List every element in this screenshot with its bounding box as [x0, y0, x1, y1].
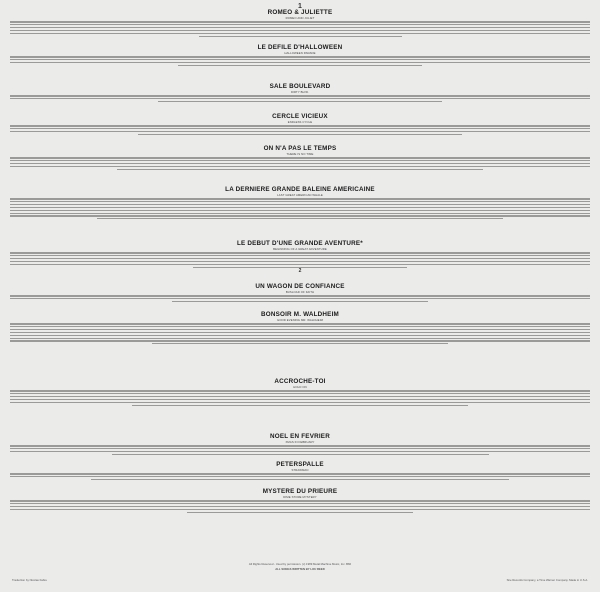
lyric-section: [10, 378, 590, 407]
lyrics-line: [10, 340, 590, 341]
song-title: NOEL EN FEVRIER: [270, 433, 330, 440]
lyrics-text-block: [10, 21, 590, 36]
song-title: LE DEFILE D'HALLOWEEN: [257, 44, 343, 51]
translation-credit: Traduction by Nicolas Fabre: [12, 578, 47, 582]
lyrics-line: [10, 131, 590, 132]
lyrics-line: [10, 402, 590, 403]
lyrics-line: [10, 323, 590, 324]
mid-page-marker: 2: [298, 268, 302, 274]
lyrics-line: [138, 134, 463, 135]
lyrics-line: [10, 503, 590, 504]
lyrics-line: [10, 33, 590, 34]
lyrics-line: [199, 36, 402, 37]
song-original-title: BEGINNING OF A GREAT ADVENTURE: [273, 246, 327, 251]
lyrics-line: [10, 24, 590, 25]
song-original-title: THERE IS NO TIME: [286, 151, 314, 156]
lyrics-line: [91, 479, 509, 480]
song-title: UN WAGON DE CONFIANCE: [255, 283, 345, 290]
song-original-title: LAST GREAT AMERICAN WHALE: [277, 192, 323, 197]
song-original-title: DIME STORE MYSTERY: [283, 494, 317, 499]
lyrics-line: [10, 166, 590, 167]
lyrics-line: [10, 258, 590, 259]
lyrics-line: [112, 454, 489, 455]
lyrics-line: [10, 390, 590, 391]
lyrics-text-block: [10, 125, 590, 135]
lyrics-line: [10, 204, 590, 205]
lyrics-line: [10, 21, 590, 22]
lyrics-text-block: [10, 445, 590, 455]
lyrics-line: [10, 30, 590, 31]
lyric-section: [10, 186, 590, 221]
lyrics-line: [10, 445, 590, 446]
lyrics-line: [10, 252, 590, 253]
lyrics-line: [10, 27, 590, 28]
lyrics-line: [10, 198, 590, 199]
lyrics-line: [10, 399, 590, 400]
page-number: 1: [298, 3, 302, 10]
lyrics-text-block: [10, 95, 590, 102]
lyrics-line: [10, 335, 590, 336]
song-title: ROMEO & JULIETTE: [267, 9, 333, 16]
song-original-title: GOOD EVENING MR. WALDHEIM: [276, 317, 324, 322]
lyric-section: [10, 240, 590, 269]
lyrics-line: [10, 396, 590, 397]
lyrics-line: [10, 261, 590, 262]
song-title: ON N'A PAS LE TEMPS: [263, 145, 337, 152]
song-original-title: ENDLESS CYCLE: [287, 119, 313, 124]
song-title: PETERSPALLE: [276, 461, 324, 468]
lyrics-line: [10, 163, 590, 164]
song-title: LA DERNIERE GRANDE BALEINE AMERICAINE: [225, 186, 375, 193]
lyrics-line: [10, 393, 590, 394]
lyrics-line: [10, 95, 590, 96]
lyric-section: [10, 433, 590, 457]
lyrics-line: [97, 218, 503, 219]
lyrics-line: [10, 255, 590, 256]
lyrics-text-block: [10, 198, 590, 219]
lyric-section: [10, 83, 590, 104]
lyrics-line: [10, 476, 590, 477]
lyrics-line: [10, 125, 590, 126]
lyrics-text-block: [10, 157, 590, 169]
lyrics-text-block: [10, 295, 590, 302]
lyrics-line: [10, 59, 590, 60]
song-original-title: HOLD ON: [293, 384, 307, 389]
lyrics-line: [10, 56, 590, 57]
lyrics-text-block: [10, 390, 590, 405]
lyrics-line: [10, 201, 590, 202]
lyric-section: [10, 44, 590, 68]
song-title: BONSOIR M. WALDHEIM: [261, 311, 339, 318]
lyrics-line: [10, 473, 590, 474]
lyrics-line: [132, 405, 468, 406]
lyrics-line: [152, 343, 448, 344]
lyric-section: [10, 461, 590, 482]
lyrics-line: [10, 264, 590, 265]
lyric-section: [10, 488, 590, 515]
lyrics-line: [10, 98, 590, 99]
label-credit: Sire Records Company, a Time Warner Company. Made in U.S.A.: [506, 578, 588, 582]
lyrics-line: [10, 451, 590, 452]
lyric-section: [10, 9, 590, 38]
lyric-section: [10, 145, 590, 172]
song-original-title: ROMEO AND JULIET: [285, 15, 315, 20]
song-original-title: DIRTY BLVD.: [290, 89, 310, 94]
lyrics-text-block: [10, 500, 590, 512]
song-title: ACCROCHE-TOI: [274, 378, 326, 385]
lyrics-line: [10, 298, 590, 299]
lyrics-line: [10, 332, 590, 333]
lyrics-line: [10, 500, 590, 501]
lyrics-text-block: [10, 323, 590, 344]
lyrics-line: [10, 326, 590, 327]
lyrics-line: [187, 512, 413, 513]
lyrics-line: [10, 338, 590, 339]
lyrics-line: [10, 329, 590, 330]
song-original-title: BUSLOAD OF FAITH: [285, 289, 315, 294]
lyrics-text-block: [10, 252, 590, 267]
lyrics-line: [10, 128, 590, 129]
song-title: MYSTERE DU PRIEURE: [262, 488, 338, 495]
copyright-footnote: All Rights Reserved - Used by permission. (c) 1989 Metal Machine Music, Inc. BMI: [248, 562, 352, 566]
lyrics-line: [117, 169, 482, 170]
song-title: SALE BOULEVARD: [269, 83, 331, 90]
lyrics-line: [178, 65, 422, 66]
song-title: LE DEBUT D'UNE GRANDE AVENTURE*: [237, 240, 363, 247]
lyrics-line: [10, 210, 590, 211]
lyric-section: [10, 283, 590, 304]
song-original-title: STRAWMAN: [291, 467, 309, 472]
lyrics-line: [10, 213, 590, 214]
song-original-title: XMAS IN FEBRUARY: [285, 439, 315, 444]
lyrics-text-block: [10, 473, 590, 480]
lyrics-text-block: [10, 56, 590, 66]
lyrics-line: [172, 301, 427, 302]
lyrics-line: [10, 62, 590, 63]
lyrics-line: [10, 207, 590, 208]
lyric-section: [10, 113, 590, 137]
songwriter-footnote: ALL SONGS WRITTEN BY LOU REED: [275, 567, 325, 571]
lyric-section: [10, 311, 590, 346]
song-title: CERCLE VICIEUX: [272, 113, 328, 120]
lyrics-line: [10, 215, 590, 216]
lyrics-line: [10, 157, 590, 158]
lyrics-line: [10, 295, 590, 296]
lyrics-line: [10, 448, 590, 449]
song-original-title: HALLOWEEN PARADE: [284, 50, 316, 55]
lyrics-line: [10, 160, 590, 161]
lyrics-line: [158, 101, 442, 102]
lyrics-line: [10, 506, 590, 507]
lyrics-line: [10, 509, 590, 510]
